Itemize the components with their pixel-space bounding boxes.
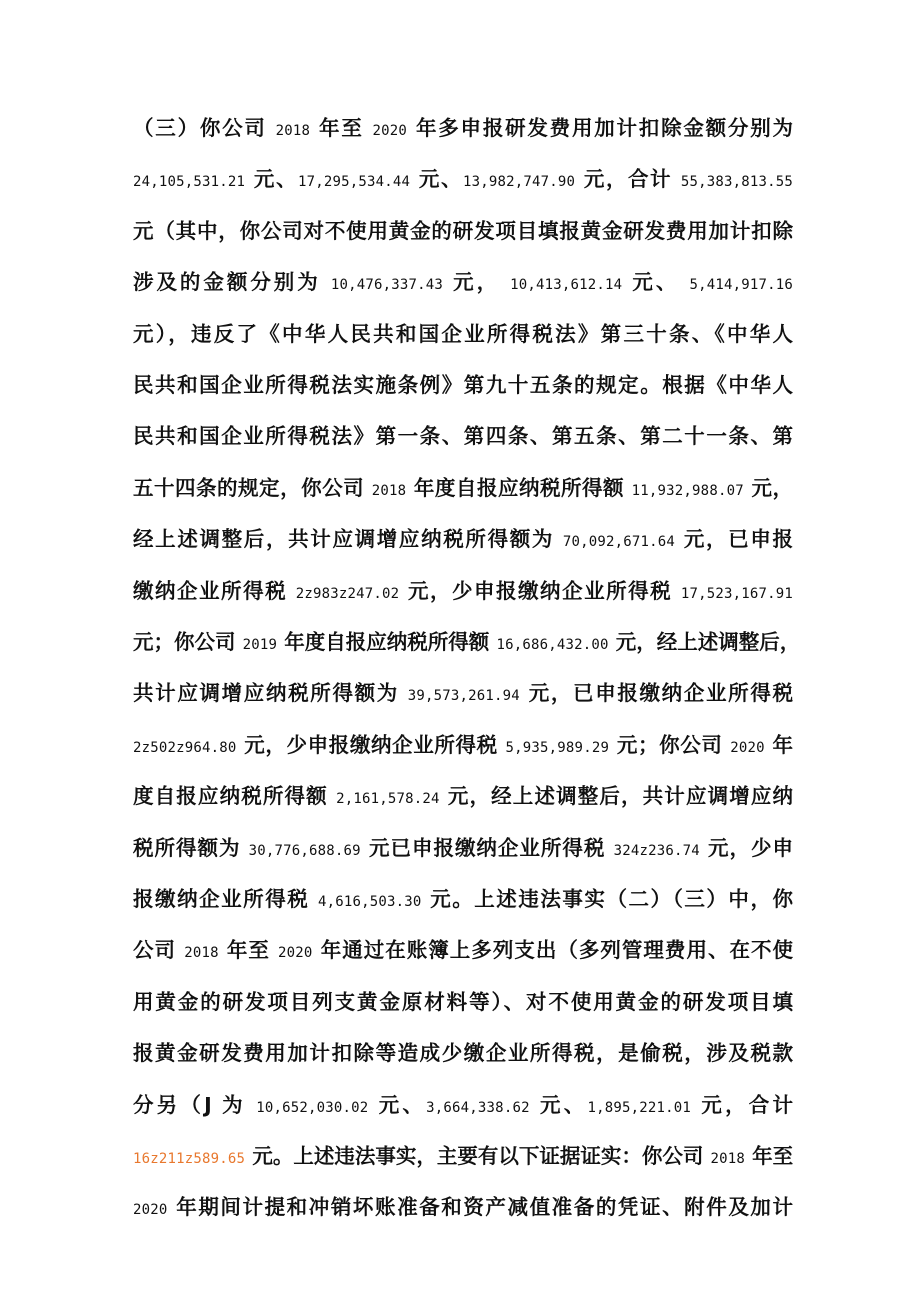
text-line: 分另（J 为 10,652,030.02 元、3,664,338.62 元、1,895,221.01 元，合计 <box>133 1092 794 1117</box>
text-line: 用黄金的研发项目列支黄金原材料等）、对不使用黄金的研发项目填 <box>133 989 793 1014</box>
number-value: 3,664,338.62 <box>426 1099 530 1116</box>
number-value: 1,895,221.01 <box>587 1099 692 1116</box>
text-line: 共计应调增应纳税所得额为 39,573,261.94 元，已申报缴纳企业所得税 <box>133 681 793 706</box>
number-value: 13,982,747.90 <box>463 174 576 191</box>
text-line: 民共和国企业所得税法实施条例》第九十五条的规定。根据《中华人 <box>133 373 793 397</box>
number-value: 2020 <box>372 123 408 139</box>
text-line: 元），违反了《中华人民共和国企业所得税法》第三十条、《中华人 <box>133 321 793 346</box>
number-value: 39,573,261.94 <box>407 688 520 705</box>
text-line: 24,105,531.21 元、17,295,534.44 元、13,982,747.90 元，合计 55,383,813.55 <box>133 167 793 192</box>
number-value: 17,295,534.44 <box>298 174 411 191</box>
number-value: 10,476,337.43 <box>330 277 443 294</box>
number-value: 2018 <box>710 1151 745 1167</box>
number-value: 5,935,989.29 <box>505 739 610 756</box>
number-value: 30,776,688.69 <box>248 842 361 859</box>
text-line: 报黄金研发费用加计扣除等造成少缴企业所得税，是偷税，涉及税款 <box>133 1041 793 1066</box>
number-value: 2z502z964.80 <box>133 739 237 756</box>
text-line: （三）你公司 2018 年至 2020 年多申报研发费用加计扣除金额分别为 <box>133 116 793 140</box>
number-value: 10,413,612.14 <box>510 277 623 294</box>
text-line: 2z502z964.80 元，少申报缴纳企业所得税 5,935,989.29 元；你公司 2020 年 <box>133 732 793 757</box>
text-line: 2020 年期间计提和冲销坏账准备和资产减值准备的凭证、附件及加计 <box>133 1195 793 1220</box>
number-value: 16z211z589.65 <box>133 1151 246 1167</box>
number-value: 2020 <box>278 945 313 962</box>
number-value: 2,161,578.24 <box>336 791 440 808</box>
number-value: 16,686,432.00 <box>496 637 609 653</box>
number-value: 70,092,671.64 <box>562 534 676 551</box>
text-line: 报缴纳企业所得税 4,616,503.30 元。上述违法事实（二）（三）中，你 <box>133 887 794 911</box>
number-value: 5,414,917.16 <box>689 277 794 294</box>
number-value: 2020 <box>730 739 765 756</box>
text-line: 元；你公司 2019 年度自报应纳税所得额 16,686,432.00 元，经上述调整后， <box>133 630 801 654</box>
number-value: 4,616,503.30 <box>317 894 422 910</box>
number-value: 2019 <box>242 637 278 653</box>
number-value: 24,105,531.21 <box>133 174 246 191</box>
number-value: 55,383,813.55 <box>680 174 793 191</box>
text-line: 民共和国企业所得税法》第一条、第四条、第五条、第二十一条、第 <box>133 424 793 449</box>
text-line: 16z211z589.65 元。上述违法事实，主要有以下证据证实：你公司 2018 年至 <box>133 1144 794 1168</box>
number-value: 10,652,030.02 <box>256 1099 369 1116</box>
text-line: 公司 2018 年至 2020 年通过在账簿上多列支出（多列管理费用、在不使 <box>133 938 794 963</box>
text-line: 五十四条的规定，你公司 2018 年度自报应纳税所得额 11,932,988.07 元， <box>133 475 793 500</box>
number-value: 2018 <box>275 123 311 139</box>
text-line: 经上述调整后，共计应调增应纳税所得额为 70,092,671.64 元，已申报 <box>133 527 794 552</box>
text-line: 度自报应纳税所得额 2,161,578.24 元，经上述调整后，共计应调增应纳 <box>133 784 794 809</box>
number-value: 2018 <box>184 945 219 962</box>
number-value: 11,932,988.07 <box>631 482 744 499</box>
text-line: 涉及的金额分别为 10,476,337.43 元， 10,413,612.14 元、 5,414,917.16 <box>133 270 794 295</box>
number-value: 17,523,167.91 <box>680 585 793 602</box>
text-line: 缴纳企业所得税 2z983z247.02 元，少申报缴纳企业所得税 17,523,167.91 <box>133 578 793 603</box>
number-value: 2020 <box>133 1202 168 1219</box>
number-value: 2z983z247.02 <box>295 585 400 602</box>
text-line: 税所得额为 30,776,688.69 元已申报缴纳企业所得税 324z236.74 元，少申 <box>133 835 793 860</box>
number-value: 2018 <box>371 482 407 499</box>
text-line: 元（其中，你公司对不使用黄金的研发项目填报黄金研发费用加计扣除 <box>133 218 793 243</box>
number-value: 324z236.74 <box>613 842 700 859</box>
